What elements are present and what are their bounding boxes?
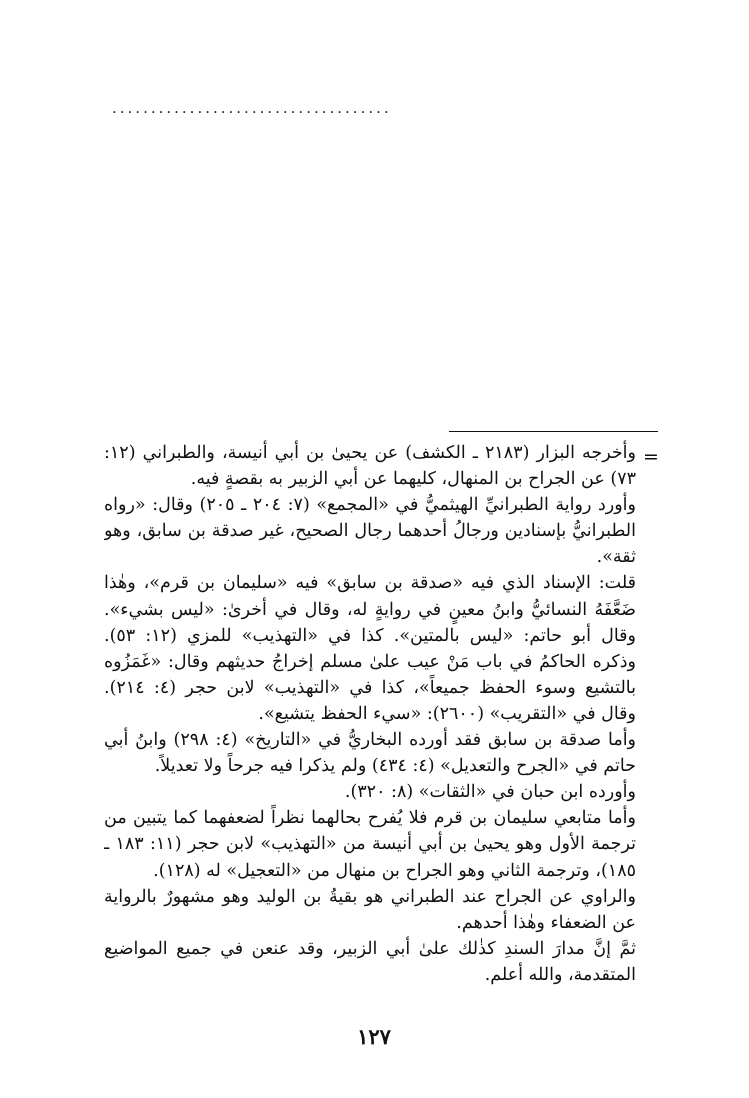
footnote-paragraph: وأورده ابن حبان في «الثقات» (٨: ٣٢٠). (344, 782, 636, 803)
page-number: ١٢٧ (357, 1024, 391, 1049)
footnote-separator (449, 431, 658, 432)
footnotes (104, 440, 636, 1010)
dot-leader: .................................... (112, 100, 392, 116)
footnote-paragraph: وأخرجه البزار (٢١٨٣ ـ الكشف) عن يحيىٰ بن أبي أنيسة، والطبراني (١٢: ٧٣) عن الجراح بن المنهال، كليهما عن أبي الزبير به بقصةٍ فيه. (104, 443, 636, 490)
footnote-paragraph: ثمَّ إنَّ مدارَ السندِ كذٰلك علىٰ أبي الزبير، وقد عنعن في جميع المواضيع المتقدمة، والله أعلم. (104, 938, 636, 985)
footnote-paragraph: قلت: الإسناد الذي فيه «صدقة بن سابق» فيه «سليمان بن قرم»، وهٰذا ضَعَّفَهُ النسائيُّ وابنُ معينٍ في روايةٍ له، وقال في أخرىٰ: «ليس بشيء». وقال أبو حاتم: «ليس بالمتين». كذا في «التهذيب» للمزي (١٢: ٥٣). وذكره الحاكمُ في باب مَنْ عيب علىٰ مسلم إخراجُ حديثهم وقال: «غَمَزُوه بالتشيع وسوء الحفظ جميعاً»، كذا في «التهذيب» لابن حجر (٤: ٢١٤). وقال في «التقريب» (٢٦٠٠): «سيء الحفظ يتشيع». (104, 573, 636, 724)
continuation-mark: = (643, 446, 659, 468)
footnote-paragraph: وأورد رواية الطبرانيِّ الهيثميُّ في «المجمع» (٧: ٢٠٤ ـ ٢٠٥) وقال: «رواه الطبرانيُّ بإسنادين ورجالُ أحدهما رجال الصحيح، غير صدقة بن سابق، وهو ثقة». (104, 495, 636, 568)
footnote-paragraph: وأما متابعي سليمان بن قرم فلا يُفرح بحالهما نظراً لضعفهما كما يتبين من ترجمة الأول وهو يحيىٰ بن أبي أنيسة من «التهذيب» لابن حجر (١١: ١٨٣ ـ ١٨٥)، وترجمة الثاني وهو الجراح بن منهال من «التعجيل» له (١٢٨). (104, 808, 636, 881)
footnote-paragraph: وأما صدقة بن سابق فقد أورده البخاريُّ في «التاريخ» (٤: ٢٩٨) وابنُ أبي حاتم في «الجرح والتعديل» (٤: ٤٣٤) ولم يذكرا فيه جرحاً ولا تعديلاً. (104, 730, 636, 777)
footnote-paragraph: والراوي عن الجراح عند الطبراني هو بقيةُ بن الوليد وهو مشهورٌ بالرواية عن الضعفاء وهٰذا أحدهم. (104, 886, 636, 933)
